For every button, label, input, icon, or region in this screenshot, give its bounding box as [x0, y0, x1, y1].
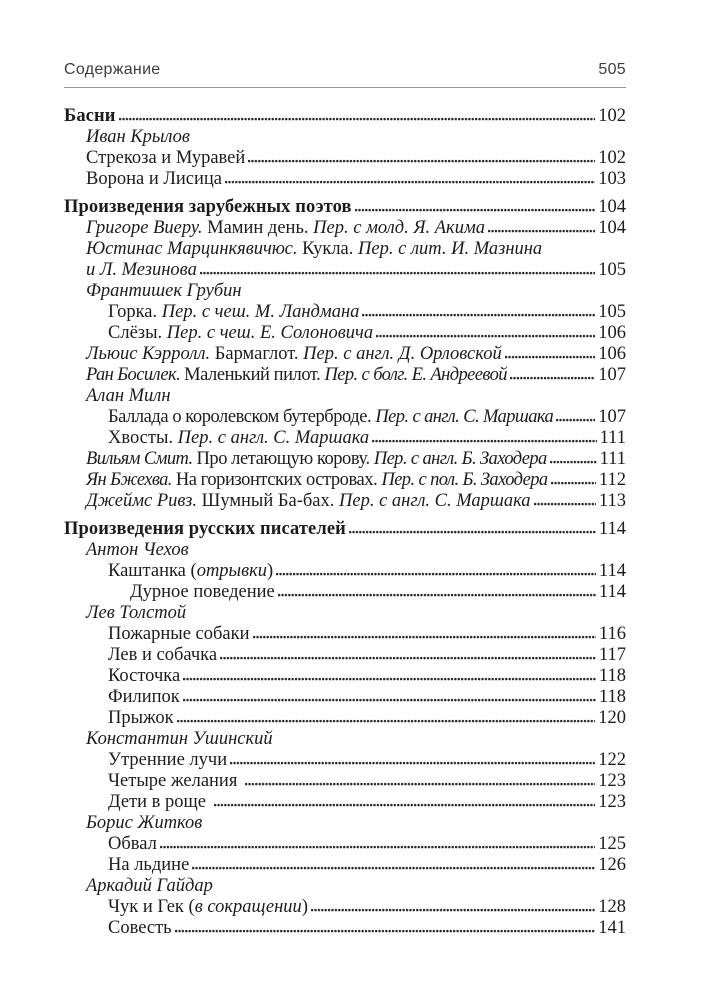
toc-entry-title: Ян Бжехва. На горизонтских островах. Пер. с пол. Б. Заходера [86, 470, 548, 490]
toc-entry-row [64, 666, 626, 687]
dot-leader [355, 208, 596, 212]
toc-entry-row [64, 855, 626, 876]
toc-entry-title: Юстинас Марцинкявичюс. Кукла. Пер. с лит. И. Мазнина [86, 239, 543, 259]
toc-entry-title: Утренние лучи [108, 750, 228, 770]
toc-entry-row [64, 540, 626, 561]
toc-entry-title: Слёзы. Пер. с чеш. Е. Солоновича [108, 323, 374, 343]
toc-entry-title: Четыре желания [108, 771, 242, 791]
toc-entry-title: Хвосты. Пер. с англ. С. Маршака [108, 428, 370, 448]
toc-entry-page: 111 [599, 428, 626, 448]
toc-entry-title: Дети в роще [108, 792, 211, 812]
toc-entry-page: 126 [598, 855, 626, 875]
toc-entry-page: 118 [598, 666, 626, 686]
toc-entry-row [64, 897, 626, 918]
toc-entry-row [64, 813, 626, 834]
toc-entry-title: Льюис Кэрролл. Бармаглот. Пер. с англ. Д. Орловской [86, 344, 502, 364]
dot-leader [551, 481, 596, 485]
toc-section-row [64, 519, 626, 540]
toc-entry-page: 117 [598, 645, 626, 665]
toc-entry-row [64, 239, 626, 260]
toc-entry-page: 114 [598, 561, 626, 581]
toc-list [64, 99, 626, 939]
toc-entry-page: 105 [598, 302, 626, 322]
toc-entry-title: Баллада о королевском бутерброде. Пер. с англ. С. Маршака [108, 407, 554, 427]
toc-entry-row [64, 127, 626, 148]
toc-entry-title: Ран Босилек. Маленький пилот. Пер. с болг. Е. Андреевой [86, 365, 507, 385]
dot-leader [220, 656, 596, 660]
dot-leader [214, 803, 596, 807]
toc-entry-title: Лев Толстой [86, 603, 187, 623]
toc-entry-row [64, 582, 626, 603]
toc-entry-page: 141 [598, 918, 626, 938]
toc-entry-row [64, 449, 626, 470]
toc-entry-page: 102 [598, 106, 626, 126]
toc-entry-page: 104 [598, 218, 626, 238]
dot-leader [349, 530, 596, 534]
toc-entry-title: Стрекоза и Муравей [86, 148, 246, 168]
toc-entry-row [64, 281, 626, 302]
toc-entry-page: 120 [598, 708, 626, 728]
dot-leader [183, 698, 596, 702]
dot-leader [505, 355, 596, 359]
toc-entry-row [64, 834, 626, 855]
toc-entry-title: и Л. Мезинова [86, 260, 197, 280]
toc-entry-row [64, 386, 626, 407]
dot-leader [200, 271, 595, 275]
toc-entry-title: Аркадий Гайдар [86, 876, 213, 896]
toc-entry-row [64, 918, 626, 939]
toc-entry-page: 107 [598, 407, 626, 427]
toc-entry-title: На льдине [108, 855, 190, 875]
dot-leader [311, 908, 595, 912]
toc-entry-page: 106 [598, 323, 626, 343]
toc-entry-page: 123 [598, 771, 626, 791]
toc-entry-row [64, 344, 626, 365]
toc-entry-row [64, 792, 626, 813]
dot-leader [488, 229, 595, 233]
dot-leader [175, 929, 596, 933]
toc-entry-title: Борис Житков [86, 813, 203, 833]
toc-entry-row [64, 876, 626, 897]
toc-entry-title: Григоре Виеру. Мамин день. Пер. с молд. Я. Акима [86, 218, 486, 238]
toc-entry-title: Филипок [108, 687, 180, 707]
dot-leader [230, 761, 595, 765]
toc-entry-page: 113 [598, 491, 626, 511]
toc-entry-page: 102 [598, 148, 626, 168]
toc-entry-title: Совесть [108, 918, 172, 938]
running-header [64, 61, 626, 78]
toc-entry-row [64, 491, 626, 512]
toc-entry-row [64, 687, 626, 708]
toc-entry-title: Обвал [108, 834, 157, 854]
toc-entry-page: 118 [598, 687, 626, 707]
toc-entry-title: Алан Милн [86, 386, 171, 406]
toc-entry-row [64, 169, 626, 190]
toc-section-row [64, 106, 626, 127]
toc-entry-title: Горка. Пер. с чеш. М. Ландмана [108, 302, 360, 322]
toc-entry-row [64, 645, 626, 666]
toc-entry-title: Вильям Смит. Про летающую корову. Пер. с англ. Б. Заходера [86, 449, 547, 469]
dot-leader [276, 572, 596, 576]
toc-entry-title: Франтишек Грубин [86, 281, 242, 301]
toc-entry-row [64, 470, 626, 491]
toc-entry-page: 123 [598, 792, 626, 812]
toc-entry-page: 104 [598, 197, 626, 217]
dot-leader [248, 159, 595, 163]
toc-entry-row [64, 407, 626, 428]
dot-leader [510, 376, 595, 380]
toc-entry-page: 122 [598, 750, 626, 770]
toc-entry-row [64, 428, 626, 449]
dot-leader [278, 593, 596, 597]
dot-leader [372, 439, 596, 443]
dot-leader [556, 418, 595, 422]
toc-entry-page: 112 [598, 470, 626, 490]
toc-entry-title: Каштанка (отрывки) [108, 561, 274, 581]
toc-entry-page: 128 [598, 897, 626, 917]
toc-entry-title: Лев и собачка [108, 645, 218, 665]
page-header-number: 505 [598, 61, 626, 78]
toc-entry-row [64, 624, 626, 645]
toc-entry-title: Антон Чехов [86, 540, 189, 560]
toc-entry-row [64, 750, 626, 771]
dot-leader [376, 334, 595, 338]
toc-entry-title: Чук и Гек (в сокращении) [108, 897, 308, 917]
toc-entry-row [64, 771, 626, 792]
toc-entry-page: 107 [598, 365, 626, 385]
toc-entry-page: 106 [598, 344, 626, 364]
header-rule [64, 87, 626, 88]
toc-entry-title: Прыжок [108, 708, 174, 728]
toc-entry-title: Джеймс Ривз. Шумный Ба-бах. Пер. с англ. С. Маршака [86, 491, 531, 511]
dot-leader [119, 117, 596, 121]
page-header-title: Содержание [64, 61, 161, 78]
toc-entry-row [64, 603, 626, 624]
toc-entry-row [64, 729, 626, 750]
dot-leader [225, 180, 595, 184]
toc-entry-title: Косточка [108, 666, 181, 686]
dot-leader [534, 502, 596, 506]
dot-leader [550, 460, 597, 464]
toc-entry-page: 103 [598, 169, 626, 189]
toc-entry-title: Иван Крылов [86, 127, 190, 147]
toc-entry-title: Произведения русских писателей [64, 519, 346, 539]
toc-entry-row [64, 708, 626, 729]
toc-entry-row [64, 323, 626, 344]
dot-leader [183, 677, 596, 681]
dot-leader [245, 782, 595, 786]
dot-leader [177, 719, 596, 723]
dot-leader [192, 866, 595, 870]
dot-leader [253, 635, 596, 639]
toc-entry-row [64, 218, 626, 239]
toc-entry-page: 114 [598, 582, 626, 602]
toc-entry-title: Басни [64, 106, 116, 126]
toc-entry-title: Константин Ушинский [86, 729, 273, 749]
toc-entry-row [64, 365, 626, 386]
toc-entry-row [64, 302, 626, 323]
toc-entry-title: Пожарные собаки [108, 624, 250, 644]
toc-entry-page: 125 [598, 834, 626, 854]
toc-entry-page: 116 [598, 624, 626, 644]
dot-leader [160, 845, 595, 849]
toc-entry-row [64, 561, 626, 582]
toc-entry-title: Произведения зарубежных поэтов [64, 197, 352, 217]
toc-entry-page: 114 [598, 519, 626, 539]
toc-section-row [64, 197, 626, 218]
toc-entry-title: Дурное поведение [130, 582, 275, 602]
toc-entry-title: Ворона и Лисица [86, 169, 223, 189]
dot-leader [362, 313, 595, 317]
toc-entry-row [64, 148, 626, 169]
toc-entry-page: 105 [598, 260, 626, 280]
toc-entry-row [64, 260, 626, 281]
toc-entry-page: 111 [599, 449, 626, 469]
